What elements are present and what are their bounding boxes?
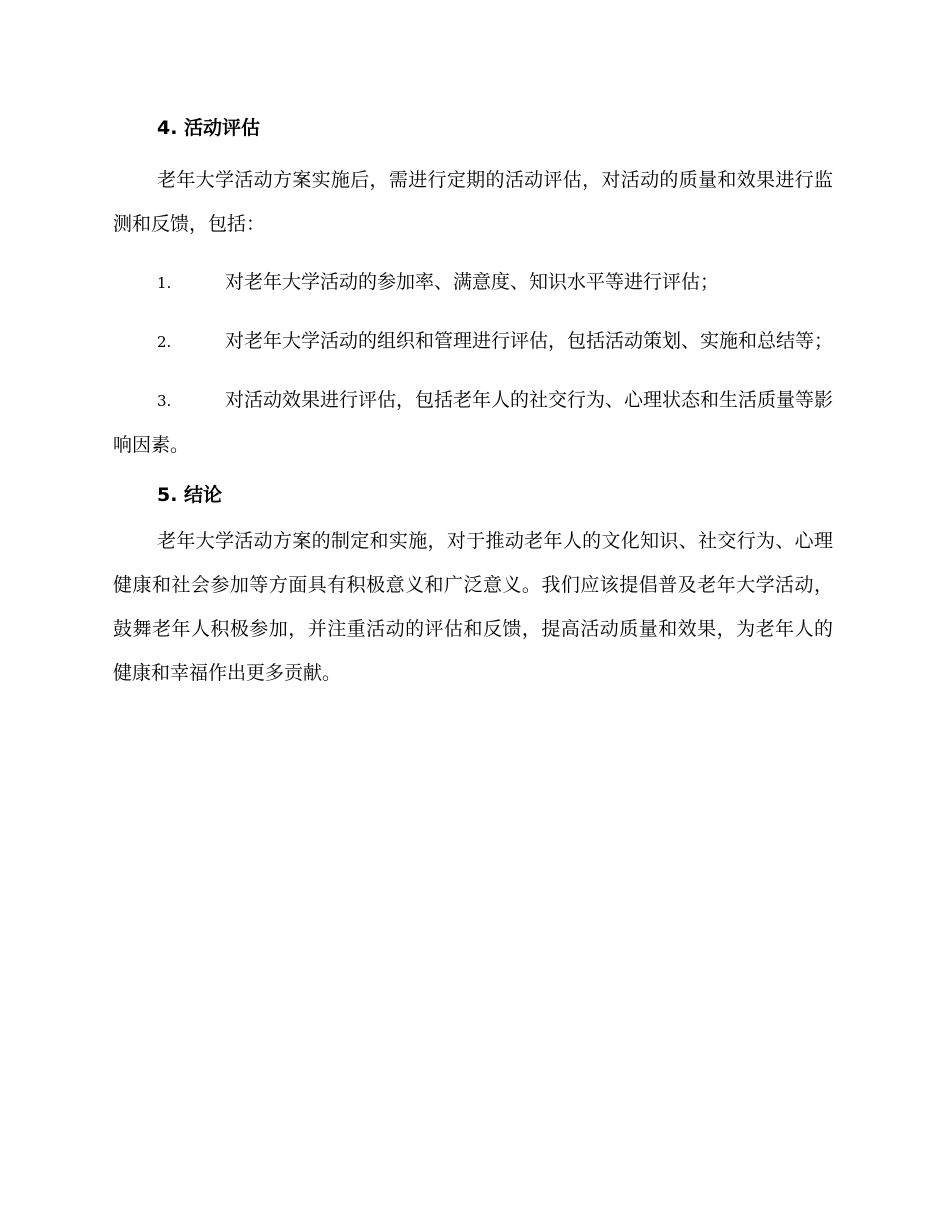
- document-content: [113, 112, 833, 695]
- list-item-1: [113, 260, 833, 305]
- section-4-intro: 老年大学活动方案实施后，需进行定期的活动评估，对活动的质量和效果进行监测和反馈，包括：: [113, 169, 833, 235]
- section-4-heading: 4. 活动评估: [157, 117, 261, 139]
- list-item-3-text: 对活动效果进行评估，包括老年人的社交行为、心理状态和生活质量等影响因素。: [113, 389, 834, 456]
- list-item-2: [113, 319, 833, 364]
- list-item-3-number: 3.: [157, 392, 172, 410]
- section-5-body: 老年大学活动方案的制定和实施，对于推动老年人的文化知识、社交行为、心理健康和社会参加等方面具有积极意义和广泛意义。我们应该提倡普及老年大学活动，鼓舞老年人积极参加，并注重活动的评估和反馈，提高活动质量和效果，为老年人的健康和幸福作出更多贡献。: [113, 530, 833, 684]
- list-item-1-text: 对老年大学活动的参加率、满意度、知识水平等进行评估；: [225, 271, 720, 293]
- list-item-3: [113, 378, 833, 467]
- list-item-1-number: 1.: [157, 274, 172, 292]
- list-item-2-text: 对老年大学活动的组织和管理进行评估，包括活动策划、实施和总结等；: [225, 330, 834, 352]
- section-5-heading: 5. 结论: [157, 484, 223, 506]
- list-item-2-number: 2.: [157, 333, 172, 351]
